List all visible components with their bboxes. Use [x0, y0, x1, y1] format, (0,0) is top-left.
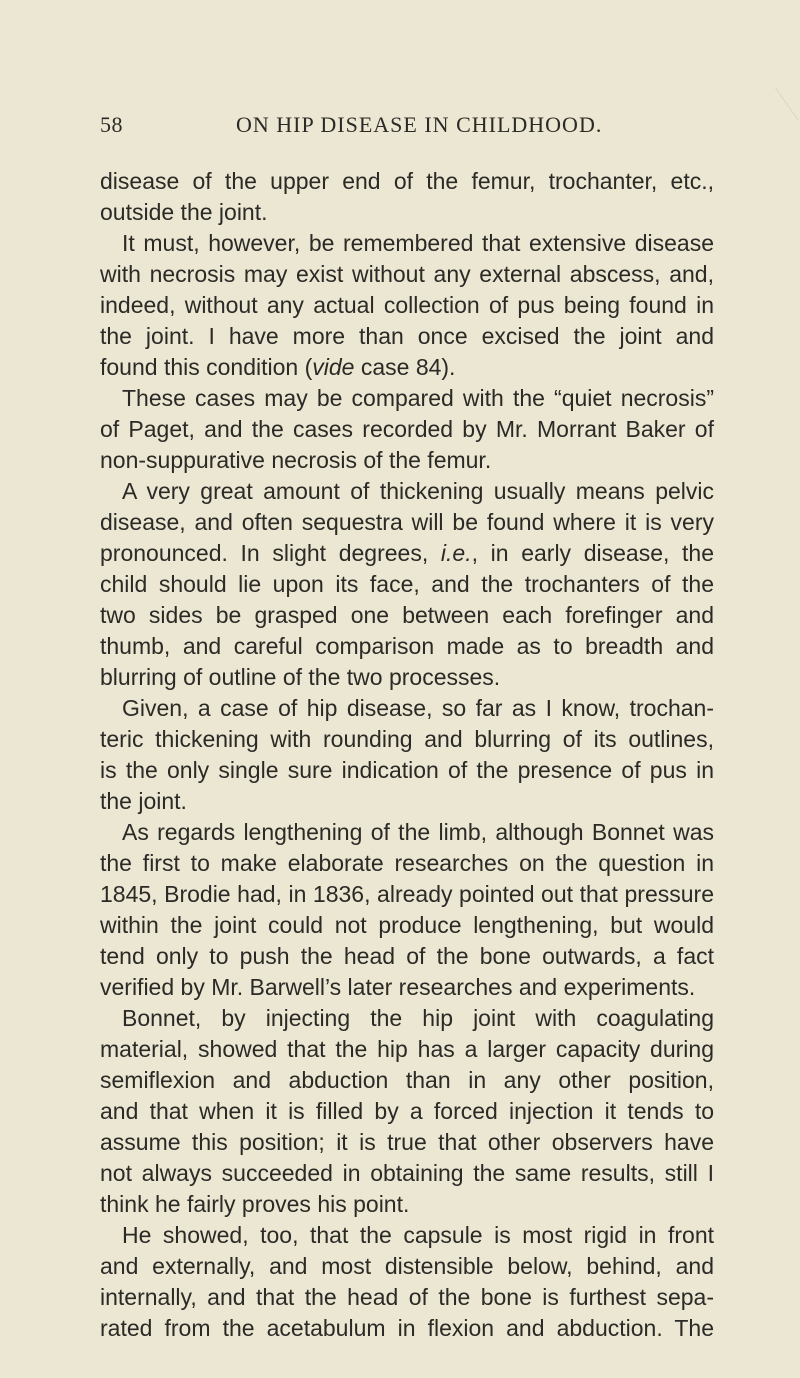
- text-line: tend only to push the head of the bone outwards, a fact: [100, 943, 714, 969]
- text-line: A very great amount of thickening usually means pelvic: [122, 478, 714, 504]
- text-line: disease, and often sequestra will be found where it is very: [100, 509, 714, 535]
- body-text: [100, 166, 714, 1344]
- text-line: and that when it is filled by a forced injection it tends to: [100, 1098, 714, 1124]
- text-line: Bonnet, by injecting the hip joint with coagulating: [122, 1005, 714, 1031]
- text-line: teric thickening with rounding and blurring of its outlines,: [100, 726, 714, 752]
- text-line: and externally, and most distensible below, behind, and: [100, 1253, 714, 1279]
- text-line: the joint.: [100, 788, 187, 814]
- text-line: not always succeeded in obtaining the same results, still I: [100, 1160, 714, 1186]
- text-line: child should lie upon its face, and the trochanters of the: [100, 571, 714, 597]
- text-line: Given, a case of hip disease, so far as I know, trochan-: [122, 695, 714, 721]
- text-line: These cases may be compared with the “quiet necrosis”: [122, 385, 714, 411]
- text-line: is the only single sure indication of the presence of pus in: [100, 757, 714, 783]
- text-line: two sides be grasped one between each forefinger and: [100, 602, 714, 628]
- text-line: think he fairly proves his point.: [100, 1191, 410, 1217]
- text-line: rated from the acetabulum in flexion and abduction. The: [100, 1315, 714, 1341]
- text-line: It must, however, be remembered that extensive disease: [122, 230, 714, 256]
- text-line: pronounced. In slight degrees, i.e., in early disease, the: [100, 540, 715, 566]
- running-title: ON HIP DISEASE IN CHILDHOOD.: [236, 112, 603, 137]
- text-line: found this condition (vide case 84).: [100, 354, 456, 380]
- text-line: internally, and that the head of the bone is furthest sepa-: [100, 1284, 714, 1310]
- text-line: outside the joint.: [100, 199, 268, 225]
- text-line: with necrosis may exist without any external abscess, and,: [100, 261, 714, 287]
- page-corner-mark: [775, 79, 800, 120]
- text-line: semiflexion and abduction than in any other position,: [100, 1067, 714, 1093]
- text-line: of Paget, and the cases recorded by Mr. Morrant Baker of: [100, 416, 714, 442]
- page-number: 58: [100, 112, 123, 137]
- text-line: disease of the upper end of the femur, trochanter, etc.,: [100, 168, 714, 194]
- text-line: the first to make elaborate researches on the question in: [100, 850, 714, 876]
- text-line: non-suppurative necrosis of the femur.: [100, 447, 492, 473]
- text-line: blurring of outline of the two processes.: [100, 664, 501, 690]
- text-line: He showed, too, that the capsule is most rigid in front: [122, 1222, 714, 1248]
- running-header: [100, 112, 720, 144]
- text-line: material, showed that the hip has a larger capacity during: [100, 1036, 714, 1062]
- text-line: assume this position; it is true that other observers have: [100, 1129, 714, 1155]
- text-line: verified by Mr. Barwell’s later researches and experiments.: [100, 974, 696, 1000]
- text-line: 1845, Brodie had, in 1836, already pointed out that pressure: [100, 881, 714, 907]
- text-line: thumb, and careful comparison made as to breadth and: [100, 633, 714, 659]
- text-line: indeed, without any actual collection of pus being found in: [100, 292, 714, 318]
- text-line: As regards lengthening of the limb, although Bonnet was: [122, 819, 714, 845]
- text-line: within the joint could not produce lengthening, but would: [100, 912, 714, 938]
- text-line: the joint. I have more than once excised the joint and: [100, 323, 714, 349]
